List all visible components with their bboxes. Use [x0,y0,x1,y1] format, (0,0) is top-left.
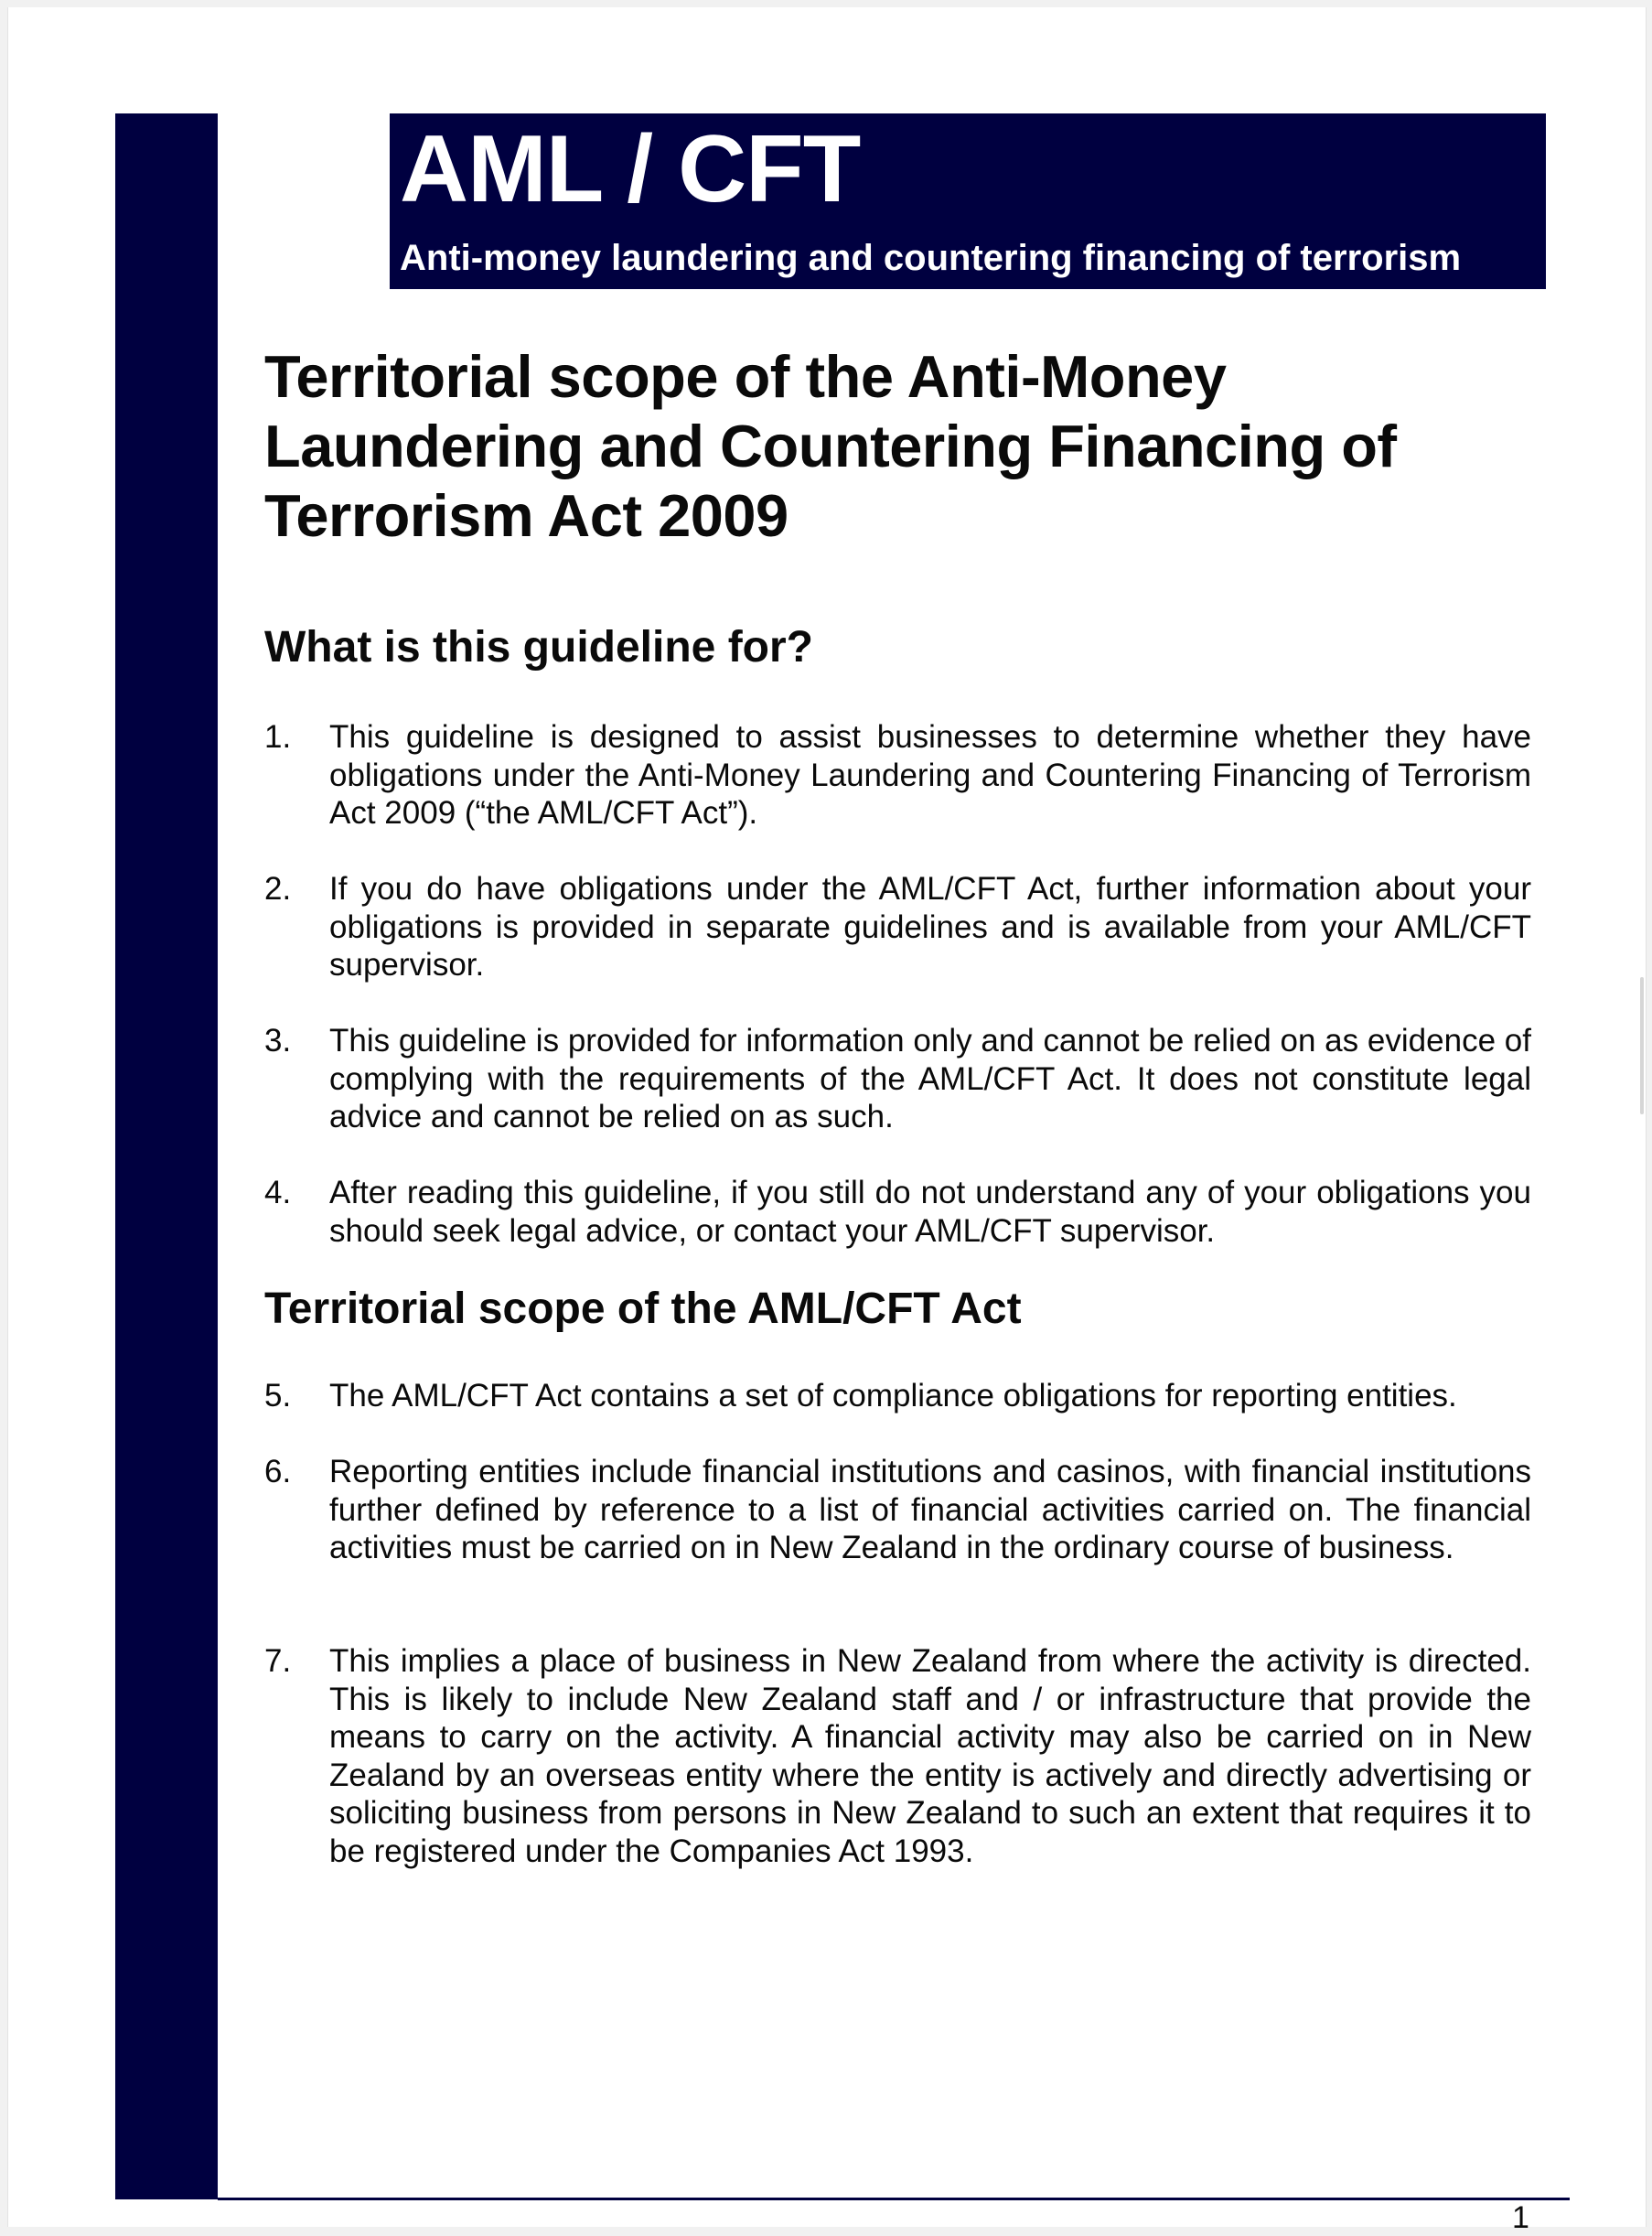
numbered-paragraph-3 [264,1022,1531,1136]
paragraph-number: 5. [264,1378,292,1414]
paragraph-text: After reading this guideline, if you still do not understand any of your obligations you should seek legal advice, or contact your AML/CFT supervisor. [329,1175,1531,1249]
paragraph-number: 3. [264,1023,292,1059]
scrollbar[interactable] [1640,977,1644,1114]
paragraph-text: This guideline is designed to assist businesses to determine whether they have obligations under the Anti-Money Laundering and Countering Financing of Terrorism Act 2009 (“the AML/CFT Act”). [329,719,1531,831]
numbered-paragraph-2 [264,870,1531,984]
paragraph-number: 4. [264,1175,292,1210]
document-title: Territorial scope of the Anti-Money Laundering and Countering Financing of Terrorism Act 2009 [264,343,1397,549]
paragraph-text: This guideline is provided for information only and cannot be relied on as evidence of complying with the requirements of the AML/CFT Act. It does not constitute legal advice and cannot be relied on as such. [329,1023,1531,1134]
paragraph-number: 6. [264,1454,292,1489]
document-page [7,7,1647,2235]
numbered-paragraph-4 [264,1174,1531,1250]
numbered-paragraph-7 [264,1642,1531,1870]
paragraph-text: This implies a place of business in New Zealand from where the activity is directed. This is likely to include New Zealand staff and / or infrastructure that provide the means to carry on the activity. A financial activity may also be carried on in New Zealand by an overseas entity where the entity is actively and directly advertising or soliciting business from persons in New Zealand to such an extent that requires it to be registered under the Companies Act 1993. [329,1643,1531,1869]
banner-subtitle: Anti-money laundering and countering financing of terrorism [400,238,1462,278]
header-banner [390,113,1546,289]
numbered-paragraph-5 [264,1377,1531,1415]
banner-title: AML / CFT [400,116,861,222]
page-number: 1 [1512,2200,1529,2235]
paragraph-text: The AML/CFT Act contains a set of compliance obligations for reporting entities. [329,1378,1457,1414]
paragraph-text: Reporting entities include financial institutions and casinos, with financial institutions further defined by reference to a list of financial activities carried on. The financial activities must be carried on in New Zealand in the ordinary course of business. [329,1454,1531,1565]
numbered-paragraph-1 [264,718,1531,833]
section-heading-guideline-purpose: What is this guideline for? [264,623,813,672]
footer-rule [218,2198,1570,2200]
paragraph-number: 1. [264,719,292,755]
numbered-paragraph-6 [264,1453,1531,1567]
paragraph-number: 2. [264,871,292,907]
navy-side-bar [115,113,218,2199]
paragraph-text: If you do have obligations under the AML/CFT Act, further information about your obligations is provided in separate guidelines and is available from your AML/CFT supervisor. [329,871,1531,983]
paragraph-number: 7. [264,1643,292,1679]
section-heading-territorial-scope: Territorial scope of the AML/CFT Act [264,1285,1022,1333]
